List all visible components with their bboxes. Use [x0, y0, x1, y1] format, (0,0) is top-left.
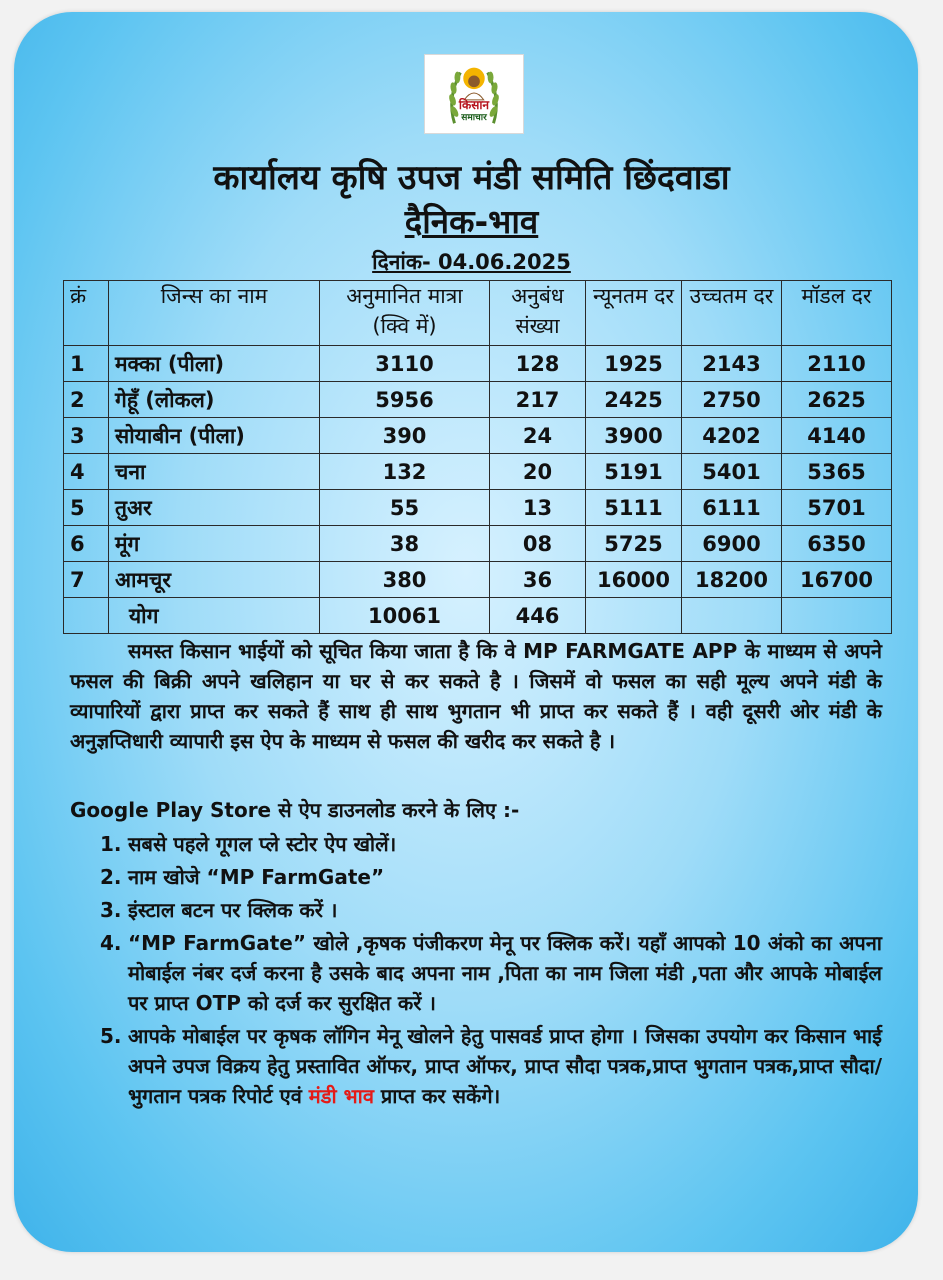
total-count: 446 [490, 598, 586, 634]
count-cell: 217 [490, 382, 586, 418]
serial-cell: 2 [64, 382, 109, 418]
count-cell: 13 [490, 490, 586, 526]
list-item: 5. आपके मोबाईल पर कृषक लॉगिन मेनू खोलने हेतु पासवर्ड प्राप्त होगा । जिसका उपयोग कर किसान भाई अपने उपज विक्रय हेतु प्रस्तावित ऑफर, प्राप्त ऑफर, प्राप्त सौदा पत्रक,प्राप्त भुगतान पत्रक,प्राप्त सौदा/भुगतान पत्रक रिपोर्ट एवं मंडी भाव प्राप्त कर सकेंगे। [100, 1024, 882, 1108]
col-header-serial: क्रं [64, 281, 109, 346]
table-body [64, 346, 892, 598]
modal-rate-cell: 2625 [782, 382, 892, 418]
table-header-row [64, 281, 892, 346]
count-cell: 128 [490, 346, 586, 382]
farmgate-notice-paragraph: समस्त किसान भाईयों को सूचित किया जाता है कि वे MP FARMGATE APP के माध्यम से अपने फसल की बिक्री अपने खलिहान या घर से कर सकते है । जिसमें वो फसल का सही मूल्य अपने मंडी के व्यापारियों द्वारा प्राप्त कर सकते हैं साथ ही साथ भुगतान भी प्राप्त कर सकते हैं । वही दूसरी ओर मंडी के अनुज्ञप्तिधारी व्यापारी इस ऐप के माध्यम से फसल की खरीद कर सकते है । [70, 639, 882, 753]
total-quantity: 10061 [320, 598, 490, 634]
modal-rate-cell: 4140 [782, 418, 892, 454]
list-item: 1. सबसे पहले गूगल प्ले स्टोर ऐप खोलें। [100, 832, 397, 856]
table-row [64, 454, 892, 490]
count-cell: 20 [490, 454, 586, 490]
max-rate-cell: 4202 [682, 418, 782, 454]
col-header-modal-rate: मॉडल दर [782, 281, 892, 346]
quantity-cell: 5956 [320, 382, 490, 418]
col-header-min-rate: न्यूनतम दर [586, 281, 682, 346]
col-header-quantity: अनुमानित मात्रा (क्वि में) [320, 281, 490, 346]
max-rate-cell: 18200 [682, 562, 782, 598]
table-row [64, 382, 892, 418]
commodity-cell: चना [109, 454, 320, 490]
page-subtitle: दैनिक-भाव [404, 202, 539, 241]
total-label: योग [109, 598, 320, 634]
max-rate-cell: 2143 [682, 346, 782, 382]
min-rate-cell: 5111 [586, 490, 682, 526]
count-cell: 08 [490, 526, 586, 562]
modal-rate-cell: 16700 [782, 562, 892, 598]
min-rate-cell: 5725 [586, 526, 682, 562]
count-cell: 24 [490, 418, 586, 454]
commodity-cell: सोयाबीन (पीला) [109, 418, 320, 454]
max-rate-cell: 2750 [682, 382, 782, 418]
mandi-price-table [63, 280, 892, 634]
commodity-cell: मक्का (पीला) [109, 346, 320, 382]
mandi-bhav-highlight: मंडी भाव [308, 1084, 374, 1108]
min-rate-cell: 3900 [586, 418, 682, 454]
table-row [64, 562, 892, 598]
serial-cell: 1 [64, 346, 109, 382]
modal-rate-cell: 5701 [782, 490, 892, 526]
table-total-row [64, 598, 892, 634]
table-row [64, 418, 892, 454]
min-rate-cell: 16000 [586, 562, 682, 598]
table-row [64, 346, 892, 382]
serial-cell: 6 [64, 526, 109, 562]
min-rate-cell: 5191 [586, 454, 682, 490]
modal-rate-cell: 5365 [782, 454, 892, 490]
max-rate-cell: 6111 [682, 490, 782, 526]
serial-cell: 4 [64, 454, 109, 490]
play-store-heading: Google Play Store से ऐप डाउनलोड करने के लिए :- [70, 798, 520, 822]
commodity-cell: तुअर [109, 490, 320, 526]
list-item: 4. “MP FarmGate” खोले ,कृषक पंजीकरण मेनू पर क्लिक करें। यहाँ आपको 10 अंको का अपना मोबाईल नंबर दर्ज करना है उसके बाद अपना नाम ,पिता का नाम जिला मंडी ,पता और आपके मोबाईल पर प्राप्त OTP को दर्ज कर सुरक्षित करें । [100, 931, 882, 1015]
list-item: 2. नाम खोजे “MP FarmGate” [100, 865, 385, 889]
commodity-cell: मूंग [109, 526, 320, 562]
serial-cell: 7 [64, 562, 109, 598]
min-rate-cell: 2425 [586, 382, 682, 418]
quantity-cell: 380 [320, 562, 490, 598]
serial-cell: 5 [64, 490, 109, 526]
quantity-cell: 390 [320, 418, 490, 454]
commodity-cell: आमचूर [109, 562, 320, 598]
commodity-cell: गेहूँ (लोकल) [109, 382, 320, 418]
office-title: कार्यालय कृषि उपज मंडी समिति छिंदवाडा [213, 158, 730, 198]
logo-text-line2: समाचार [461, 113, 487, 123]
quantity-cell: 38 [320, 526, 490, 562]
modal-rate-cell: 2110 [782, 346, 892, 382]
quantity-cell: 132 [320, 454, 490, 490]
serial-cell: 3 [64, 418, 109, 454]
max-rate-cell: 6900 [682, 526, 782, 562]
list-item: 3. इंस्टाल बटन पर क्लिक करें । [100, 898, 338, 922]
col-header-commodity: जिन्स का नाम [109, 281, 320, 346]
min-rate-cell: 1925 [586, 346, 682, 382]
table-row [64, 490, 892, 526]
report-date: दिनांक- 04.06.2025 [372, 250, 571, 274]
modal-rate-cell: 6350 [782, 526, 892, 562]
max-rate-cell: 5401 [682, 454, 782, 490]
logo-text-line1: किसान [458, 98, 490, 112]
count-cell: 36 [490, 562, 586, 598]
col-header-count: अनुबंध संख्या [490, 281, 586, 346]
col-header-max-rate: उच्चतम दर [682, 281, 782, 346]
quantity-cell: 3110 [320, 346, 490, 382]
table-row [64, 526, 892, 562]
download-steps-list [100, 829, 882, 1114]
quantity-cell: 55 [320, 490, 490, 526]
